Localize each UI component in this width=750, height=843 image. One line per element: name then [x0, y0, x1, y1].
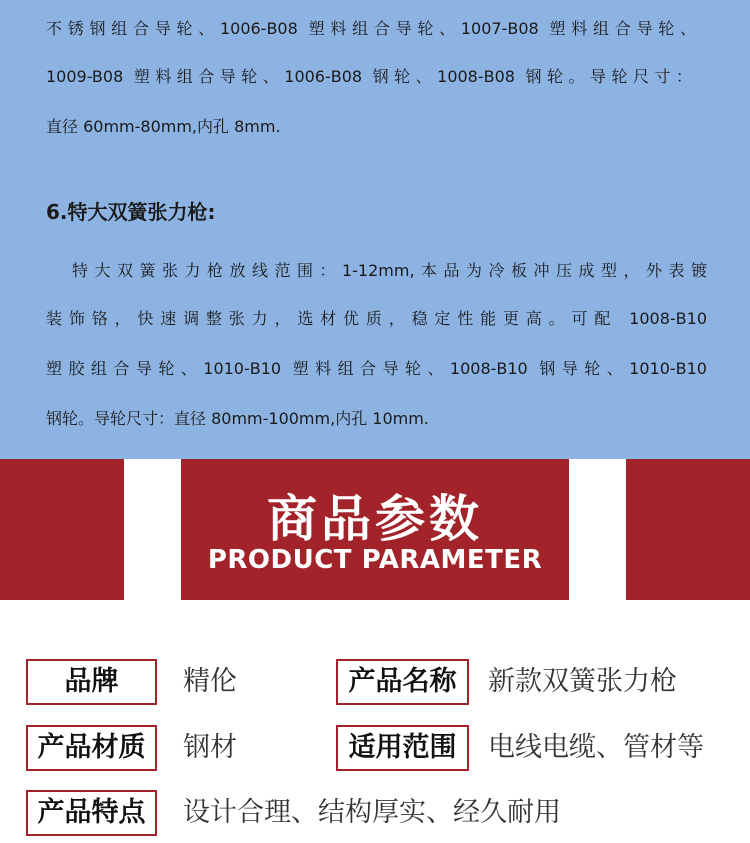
section-line-1: 特大双簧张力枪放线范围：1-12mm,本品为冷板冲压成型，外表镀 [72, 261, 707, 280]
feature-value: 设计合理、结构厚实、经久耐用 [183, 797, 561, 828]
banner-title-cn: 商品参数 [267, 490, 483, 548]
material-label: 产品材质 [26, 725, 157, 771]
intro-line-2: 1009-B08 塑料组合导轮、1006-B08 钢轮、1008-B08 钢轮。导轮尺寸： [46, 67, 692, 86]
product-name-label: 产品名称 [336, 659, 469, 705]
section-heading: 6.特大双簧张力枪: [46, 200, 216, 224]
banner-title-box [181, 459, 569, 600]
banner-title-en: PRODUCT PARAMETER [207, 545, 543, 575]
scope-label: 适用范围 [336, 725, 469, 771]
intro-line-1: 不锈钢组合导轮、1006-B08 塑料组合导轮、1007-B08 塑料组合导轮、 [46, 19, 696, 38]
intro-line-3: 直径 60mm-80mm,内孔 8mm. [46, 117, 281, 136]
banner-divider-right [569, 459, 626, 600]
scope-value: 电线电缆、管材等 [488, 732, 704, 763]
section-line-2: 装饰铬，快速调整张力，选材优质，稳定性能更高。可配 1008-B10 [46, 309, 707, 328]
feature-label: 产品特点 [26, 790, 157, 836]
material-value: 钢材 [183, 732, 237, 763]
section-line-3: 塑胶组合导轮、1010-B10 塑料组合导轮、1008-B10 钢导轮、1010-B10 [46, 359, 707, 378]
section-line-4: 钢轮。导轮尺寸：直径 80mm-100mm,内孔 10mm. [46, 409, 429, 428]
brand-label: 品牌 [26, 659, 157, 705]
brand-value: 精伦 [183, 666, 237, 697]
product-name-value: 新款双簧张力枪 [488, 666, 677, 697]
banner-divider-left [124, 459, 181, 600]
